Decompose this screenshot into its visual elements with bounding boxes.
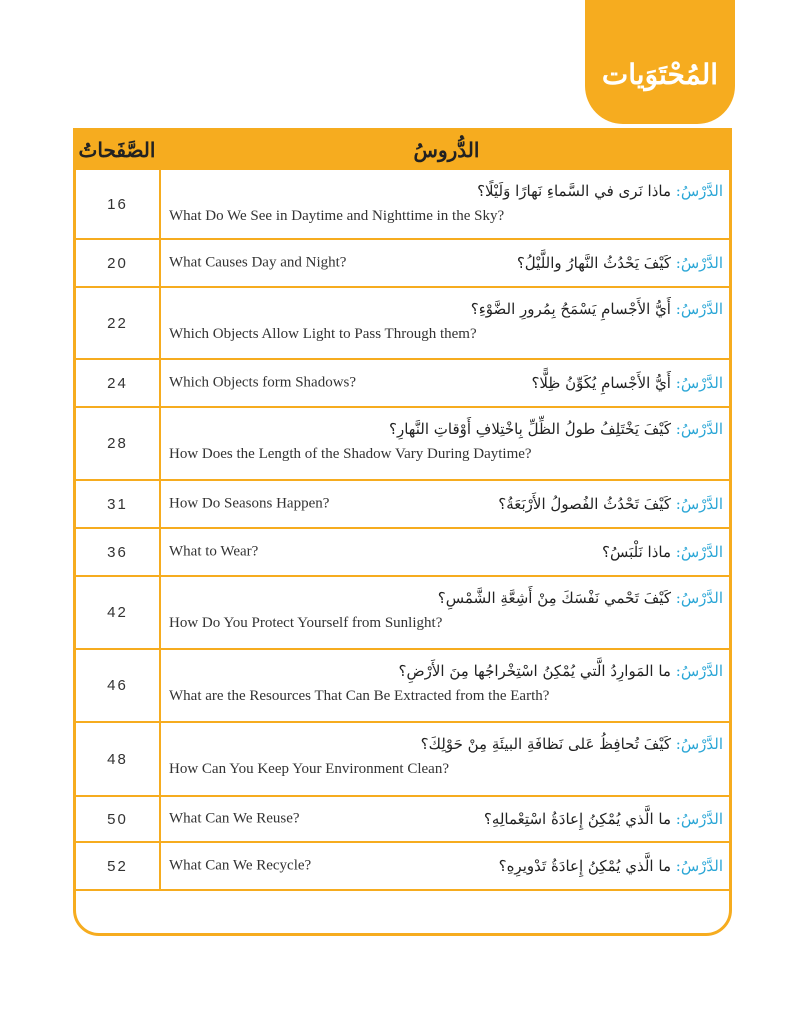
lesson-title-english: What Can We Recycle? xyxy=(169,857,312,874)
table-row xyxy=(76,797,729,843)
lesson-label: الدَّرْسُ: xyxy=(675,543,723,561)
table-row xyxy=(76,529,729,577)
page-title: المُحْتَوَيات xyxy=(601,58,719,91)
lesson-label: الدَّرْسُ: xyxy=(675,495,723,513)
lesson-label: الدَّرْسُ: xyxy=(675,589,723,607)
lesson-cell xyxy=(161,577,729,648)
lesson-label: الدَّرْسُ: xyxy=(675,420,723,438)
lesson-title-english: What Do We See in Daytime and Nighttime in the Sky? xyxy=(169,208,505,224)
lesson-title-arabic: الدَّرْسُ: كَيْفَ تَحْمي نَفْسَكَ مِنْ أَشِعَّةِ الشَّمْسِ؟ xyxy=(437,589,723,607)
lesson-cell xyxy=(161,360,729,406)
lesson-title-arabic: الدَّرْسُ: ماذا نَرى في السَّماءِ نَهارًا وَلَيْلًا؟ xyxy=(477,182,723,200)
lesson-title-english: How Can You Keep Your Environment Clean? xyxy=(169,761,449,777)
lesson-title-english: How Do Seasons Happen? xyxy=(169,495,330,512)
contents-table xyxy=(73,170,732,891)
lesson-cell xyxy=(161,723,729,795)
lesson-title-arabic: الدَّرْسُ: ما الَّذي يُمْكِنُ إِعادَةُ اسْتِعْمالِهِ؟ xyxy=(483,810,723,828)
header-lessons: الدُّروسُ xyxy=(413,138,480,162)
table-header xyxy=(73,128,732,170)
lesson-title-english: Which Objects form Shadows? xyxy=(169,374,357,391)
table-row xyxy=(76,577,729,650)
contents-title-tab xyxy=(585,0,735,124)
table-row xyxy=(76,843,729,891)
table-row xyxy=(76,408,729,481)
page-number: 52 xyxy=(76,843,161,889)
lesson-title-english: What Can We Reuse? xyxy=(169,810,300,827)
page-number: 42 xyxy=(76,577,161,648)
table-row xyxy=(76,240,729,288)
lesson-title-arabic: الدَّرْسُ: كَيْفَ تُحافِظُ عَلى نَظافَةِ البيئَةِ مِنْ حَوْلِكَ؟ xyxy=(420,735,723,753)
lesson-label: الدَّرْسُ: xyxy=(675,810,723,828)
lesson-title-english: What are the Resources That Can Be Extracted from the Earth? xyxy=(169,688,550,704)
page-number: 22 xyxy=(76,288,161,358)
lesson-cell xyxy=(161,288,729,358)
lesson-label: الدَّرْسُ: xyxy=(675,300,723,318)
table-row xyxy=(76,360,729,408)
page-number: 36 xyxy=(76,529,161,575)
lesson-title-arabic: الدَّرْسُ: أَيُّ الأَجْسامِ يُكَوِّنُ ظِلًّا؟ xyxy=(531,374,723,392)
table-row xyxy=(76,723,729,797)
page-number: 48 xyxy=(76,723,161,795)
lesson-cell xyxy=(161,408,729,479)
lesson-cell xyxy=(161,481,729,527)
lesson-title-arabic: الدَّرْسُ: ما الَّذي يُمْكِنُ إِعادَةُ تَدْويرِهِ؟ xyxy=(498,857,723,875)
lesson-title-arabic: الدَّرْسُ: كَيْفَ تَحْدُثُ الفُصولُ الأَرْبَعَةُ؟ xyxy=(498,495,723,513)
table-row xyxy=(76,170,729,240)
page-number: 20 xyxy=(76,240,161,286)
lesson-cell xyxy=(161,843,729,889)
page-number: 31 xyxy=(76,481,161,527)
lesson-title-arabic: الدَّرْسُ: كَيْفَ يَحْدُثُ النَّهارُ واللَّيْلُ؟ xyxy=(516,254,723,272)
lesson-label: الدَّرْسُ: xyxy=(675,254,723,272)
table-row xyxy=(76,481,729,529)
lesson-label: الدَّرْسُ: xyxy=(675,374,723,392)
lesson-label: الدَّرْسُ: xyxy=(675,662,723,680)
page-number: 46 xyxy=(76,650,161,721)
lesson-label: الدَّرْسُ: xyxy=(675,735,723,753)
lesson-label: الدَّرْسُ: xyxy=(675,182,723,200)
page-number: 24 xyxy=(76,360,161,406)
page-number: 50 xyxy=(76,797,161,841)
lesson-title-english: What Causes Day and Night? xyxy=(169,254,347,271)
lesson-title-english: Which Objects Allow Light to Pass Through them? xyxy=(169,326,477,342)
lesson-title-arabic: الدَّرْسُ: ماذا نَلْبَسُ؟ xyxy=(602,543,723,561)
table-row xyxy=(76,650,729,723)
header-pages: الصَّفَحاتُ xyxy=(78,138,156,162)
page-number: 16 xyxy=(76,170,161,238)
lesson-title-english: What to Wear? xyxy=(169,543,259,560)
lesson-cell xyxy=(161,650,729,721)
lesson-title-arabic: الدَّرْسُ: ما المَوارِدُ الَّتي يُمْكِنُ اسْتِخْراجُها مِنَ الأَرْضِ؟ xyxy=(398,662,723,680)
lesson-title-arabic: الدَّرْسُ: أَيُّ الأَجْسامِ يَسْمَحُ بِمُرورِ الضَّوْءِ؟ xyxy=(470,300,723,318)
lesson-title-english: How Does the Length of the Shadow Vary During Daytime? xyxy=(169,446,532,462)
lesson-title-arabic: الدَّرْسُ: كَيْفَ يَخْتَلِفُ طولُ الظِّلِّ بِاخْتِلافِ أَوْقاتِ النَّهارِ؟ xyxy=(389,420,723,438)
table-row xyxy=(76,288,729,360)
lesson-title-english: How Do You Protect Yourself from Sunlight? xyxy=(169,615,443,631)
lesson-cell xyxy=(161,797,729,841)
lesson-cell xyxy=(161,240,729,286)
lesson-cell xyxy=(161,170,729,238)
lesson-label: الدَّرْسُ: xyxy=(675,857,723,875)
page-number: 28 xyxy=(76,408,161,479)
lesson-cell xyxy=(161,529,729,575)
